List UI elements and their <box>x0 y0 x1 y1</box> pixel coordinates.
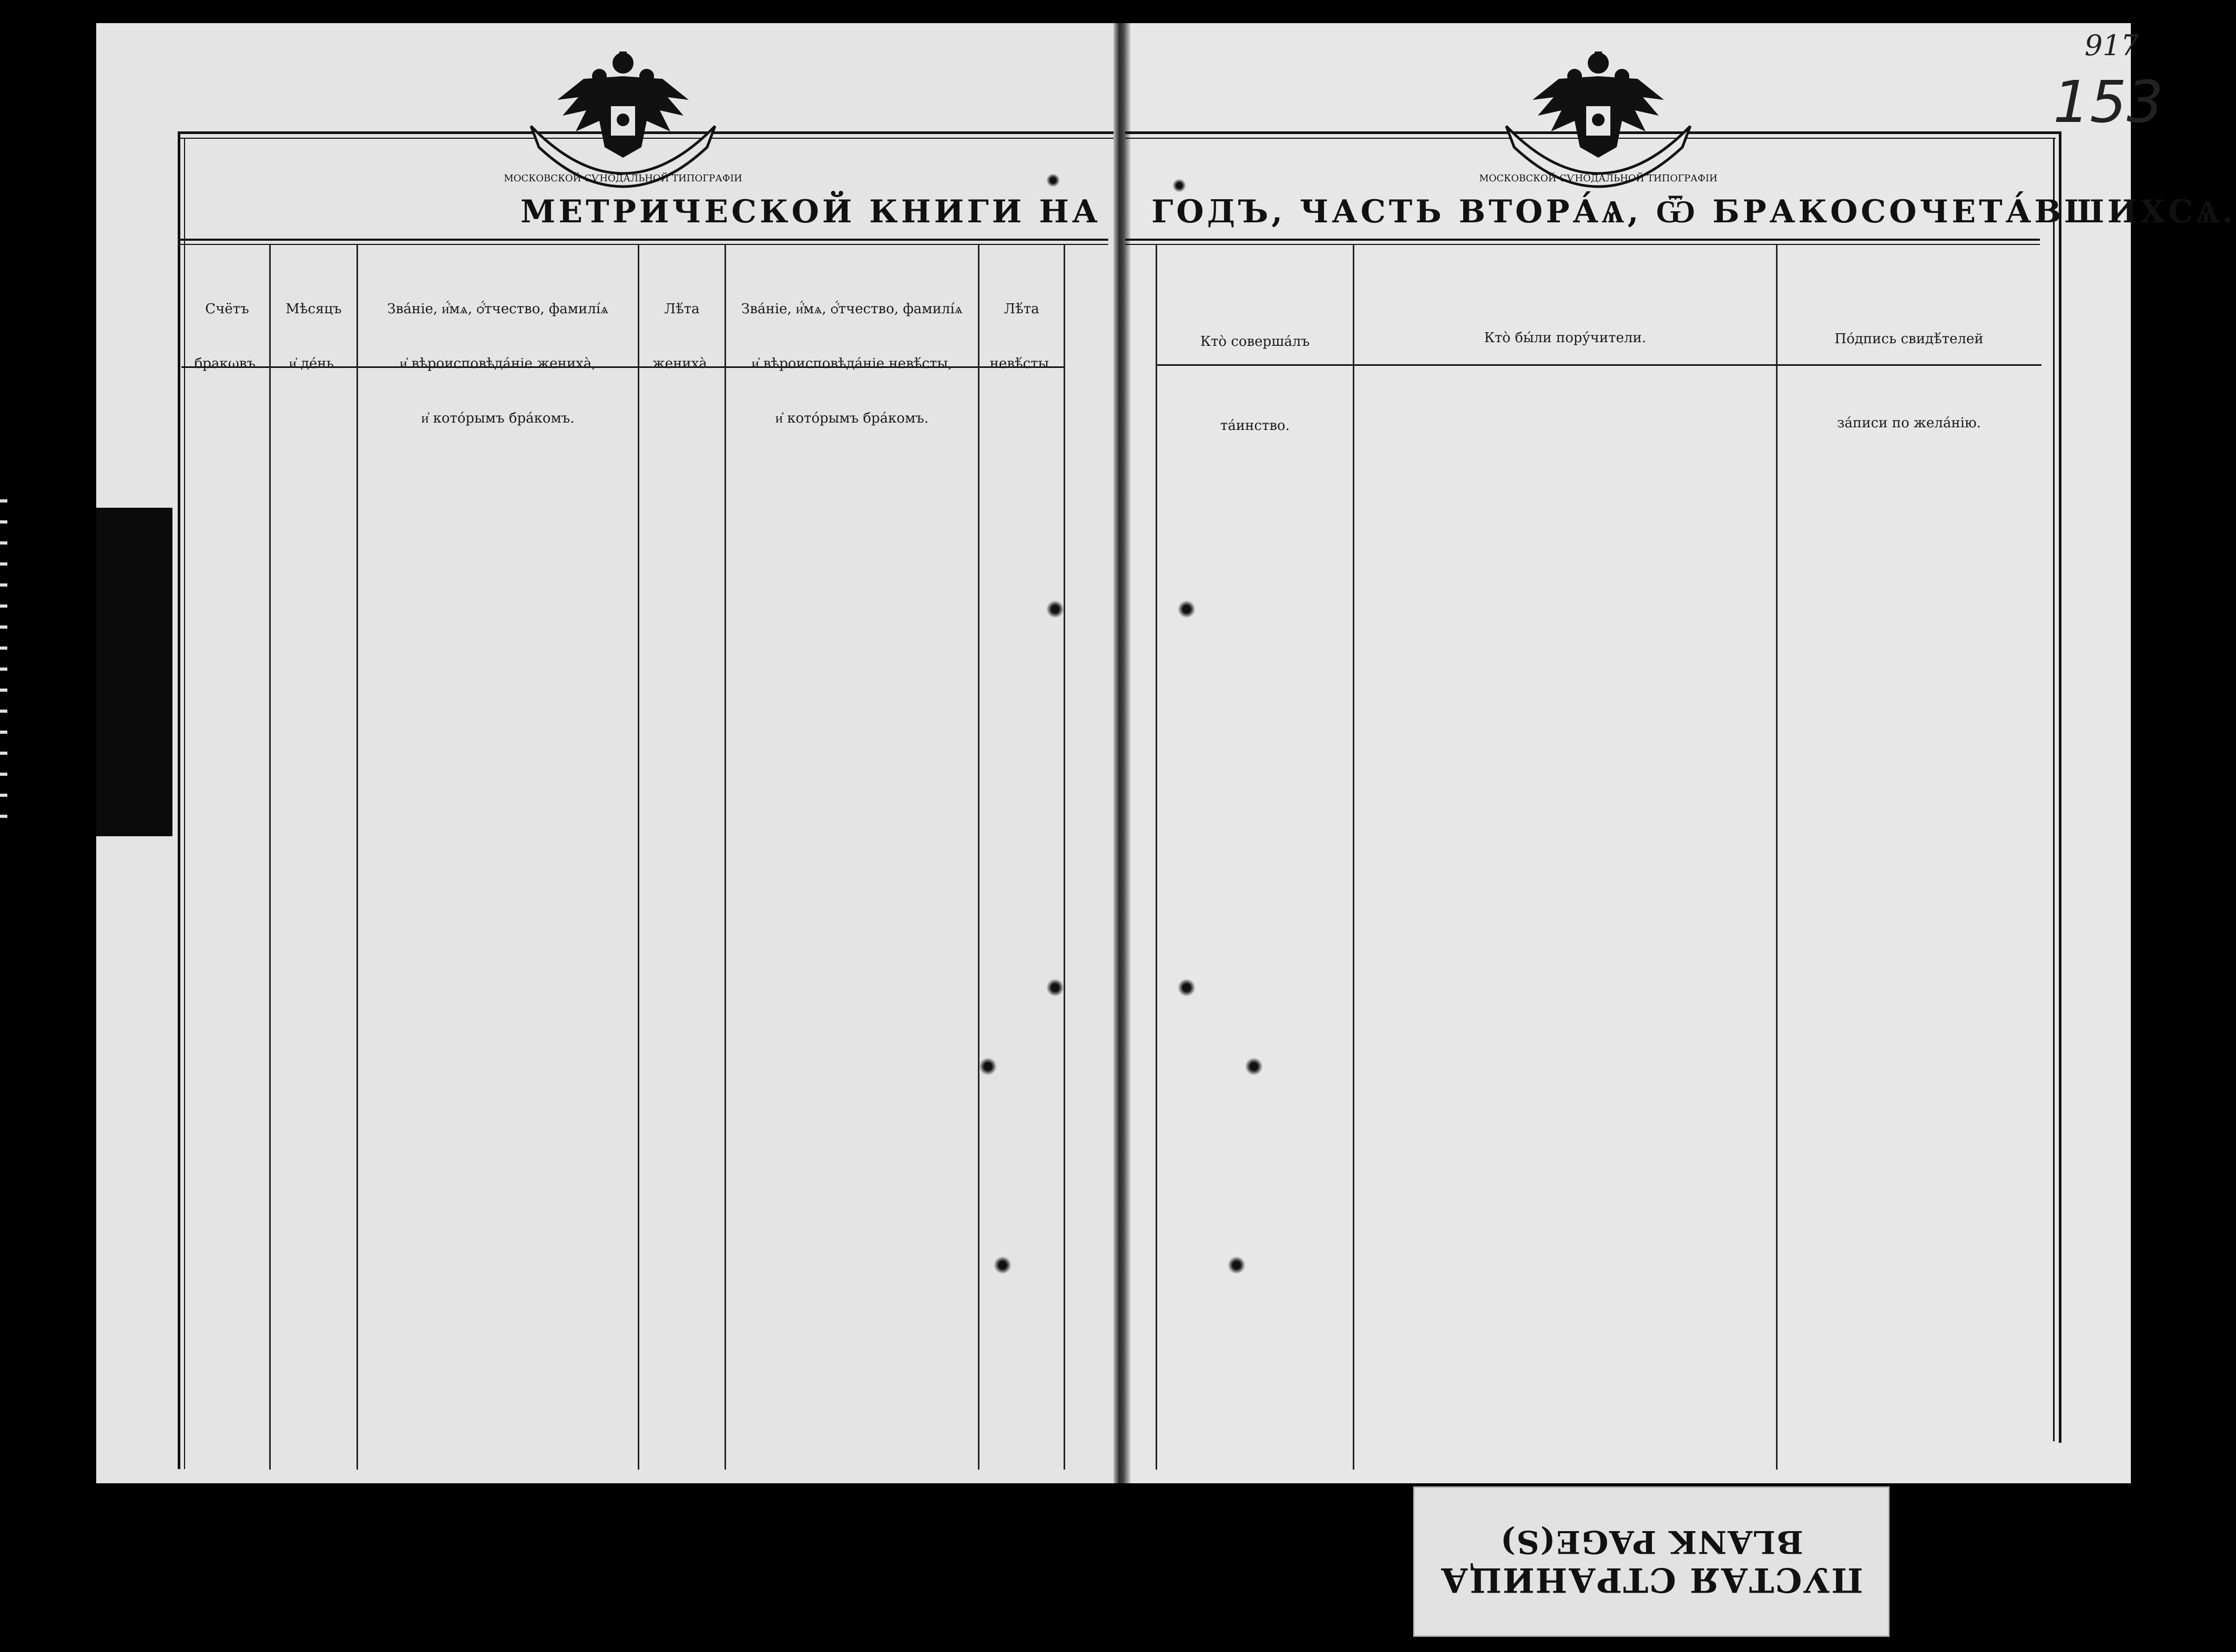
header-groom-details: Зва́ніе, и҆́мѧ, ѻ҆́тчество, фамилі́ѧ и҆ вѣроисповѣда́ніе жениха̀, и҆ кото́рымъ бра́комъ. <box>387 301 609 426</box>
paper-hole <box>1046 979 1064 997</box>
right-frame-right <box>2059 131 2061 1443</box>
paper-hole <box>1178 600 1196 618</box>
paper-hole <box>994 1256 1012 1274</box>
left-emblem-text: МОСКОВСКОЙ СѴНОДАЛЬНОЙ ТИПОГРАФІИ <box>504 173 742 184</box>
blank-page-label-card <box>1413 1486 1890 1637</box>
right-col-divider-2 <box>1353 245 1354 1470</box>
paper-hole <box>1046 600 1064 618</box>
right-page <box>1121 23 2131 1483</box>
left-title-rule-thin <box>178 244 1108 245</box>
left-frame-left <box>178 131 180 1469</box>
header-officiant: Кто̀ соверша́лъ та́инство. <box>1200 334 1310 434</box>
paper-hole <box>1228 1256 1245 1274</box>
left-col-divider-6 <box>1064 245 1065 1470</box>
left-page-title: МЕТРИЧЕСКОЙ КНИГИ НА <box>520 193 1101 230</box>
header-bride-details: Зва́ніе, и҆́мѧ, ѻ҆́тчество, фамилі́ѧ и҆ вѣроисповѣда́ніе невѣ́сты, и҆ кото́рымъ бра́комъ. <box>741 301 963 426</box>
header-witness-signatures: По́дпись свидѣ́телей за́писи по жела́нію. <box>1834 331 1984 431</box>
paper-hole <box>1178 979 1196 997</box>
film-edge-marks <box>0 499 7 836</box>
left-imperial-eagle-emblem <box>504 47 742 189</box>
left-col-divider-5 <box>978 245 979 1470</box>
header-month-day: Мѣсяцъ и҆ де́нь. <box>285 301 342 372</box>
header-marriage-count: Счётъ бракωвъ. <box>194 301 260 372</box>
right-title-rule <box>1125 239 2040 241</box>
paper-hole <box>1245 1058 1263 1075</box>
right-frame-right-thin <box>2053 138 2055 1441</box>
right-imperial-eagle-emblem <box>1479 47 1718 189</box>
right-emblem-text: МОСКОВСКОЙ СѴНОДАЛЬНОЙ ТИПОГРАФІИ <box>1479 173 1718 184</box>
black-tab <box>96 508 172 836</box>
left-col-divider-3 <box>638 245 639 1470</box>
header-guarantors: Кто̀ бы́ли пору́чители. <box>1484 330 1647 346</box>
paper-hole <box>1172 179 1186 192</box>
book-spine <box>1114 23 1130 1483</box>
handwritten-page-number: 153 <box>2053 68 2163 136</box>
right-page-title: ГОДЪ, ЧАСТЬ ВТОРА́Ѧ, Ѿ БРАКОСОЧЕТА́ВШИХСѦ. <box>1151 193 2236 230</box>
blank-label-english: BLANK PAGE(S) <box>1499 1523 1803 1561</box>
blank-label-russian: ПУСТАЯ СТРАНИЦА <box>1439 1560 1863 1600</box>
paper-hole <box>1046 173 1060 187</box>
header-groom-age: Лѣ́та жениха̀. <box>652 301 712 372</box>
folio-number: 917 <box>2085 29 2139 62</box>
left-col-divider-1 <box>269 245 271 1470</box>
paper-hole <box>979 1058 997 1075</box>
header-bride-age: Лѣ́та невѣ́сты. <box>989 301 1054 372</box>
left-page <box>96 23 1121 1483</box>
left-title-rule <box>178 239 1108 241</box>
right-title-rule-thin <box>1125 244 2040 245</box>
